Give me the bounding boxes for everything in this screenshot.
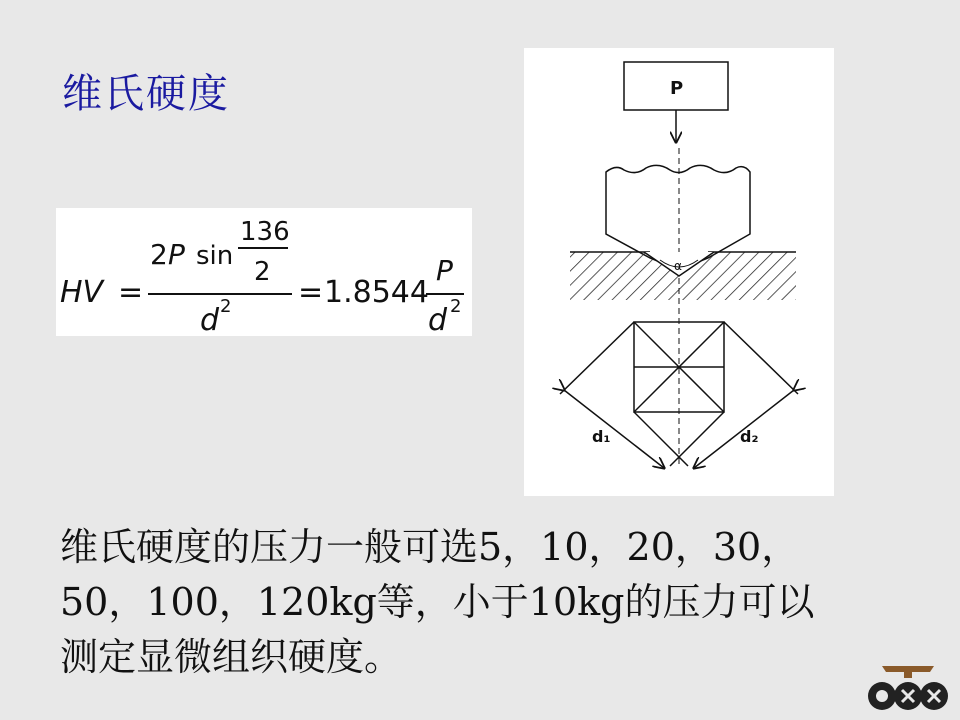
d1-dimension-line — [564, 390, 664, 468]
d2-extension-1 — [724, 322, 798, 394]
formula-rhs-exp: 2 — [450, 296, 462, 317]
d2-extension-2 — [634, 412, 688, 466]
body-line-1: 维氏硬度的压力一般可选5，10，20，30， — [60, 525, 800, 569]
formula-eq-2: = — [298, 275, 324, 310]
formula-num-func: sin — [196, 241, 234, 271]
formula-den: d — [200, 303, 220, 336]
body-line-3: 测定显微组织硬度。 — [60, 635, 403, 679]
formula-num-var: P — [168, 238, 185, 271]
body-paragraph — [60, 520, 860, 685]
body-line-2: 50，100，120kg等，小于10kg的压力可以 — [60, 580, 815, 624]
formula-constant: 1.8544 — [324, 275, 429, 310]
hv-formula — [56, 208, 472, 336]
formula-angle-num: 136 — [240, 217, 290, 247]
d1-extension-1 — [560, 322, 634, 394]
vickers-indenter-diagram — [524, 48, 834, 496]
d2-label: d₂ — [740, 427, 759, 446]
slide-title: 维氏硬度 — [62, 71, 230, 117]
load-label: P — [670, 78, 684, 99]
formula-rhs-num: P — [436, 254, 453, 287]
d1-extension-2 — [670, 412, 724, 466]
formula-lhs: HV — [60, 275, 104, 310]
d1-label: d₁ — [592, 427, 611, 446]
formula-rhs-den: d — [428, 303, 448, 336]
formula-num-coef: 2 — [150, 238, 168, 271]
formula-eq-1: = — [118, 275, 144, 310]
formula-angle-den: 2 — [254, 257, 271, 287]
angle-label: α — [674, 259, 682, 273]
university-logo — [860, 660, 956, 716]
formula-den-exp: 2 — [220, 296, 232, 317]
